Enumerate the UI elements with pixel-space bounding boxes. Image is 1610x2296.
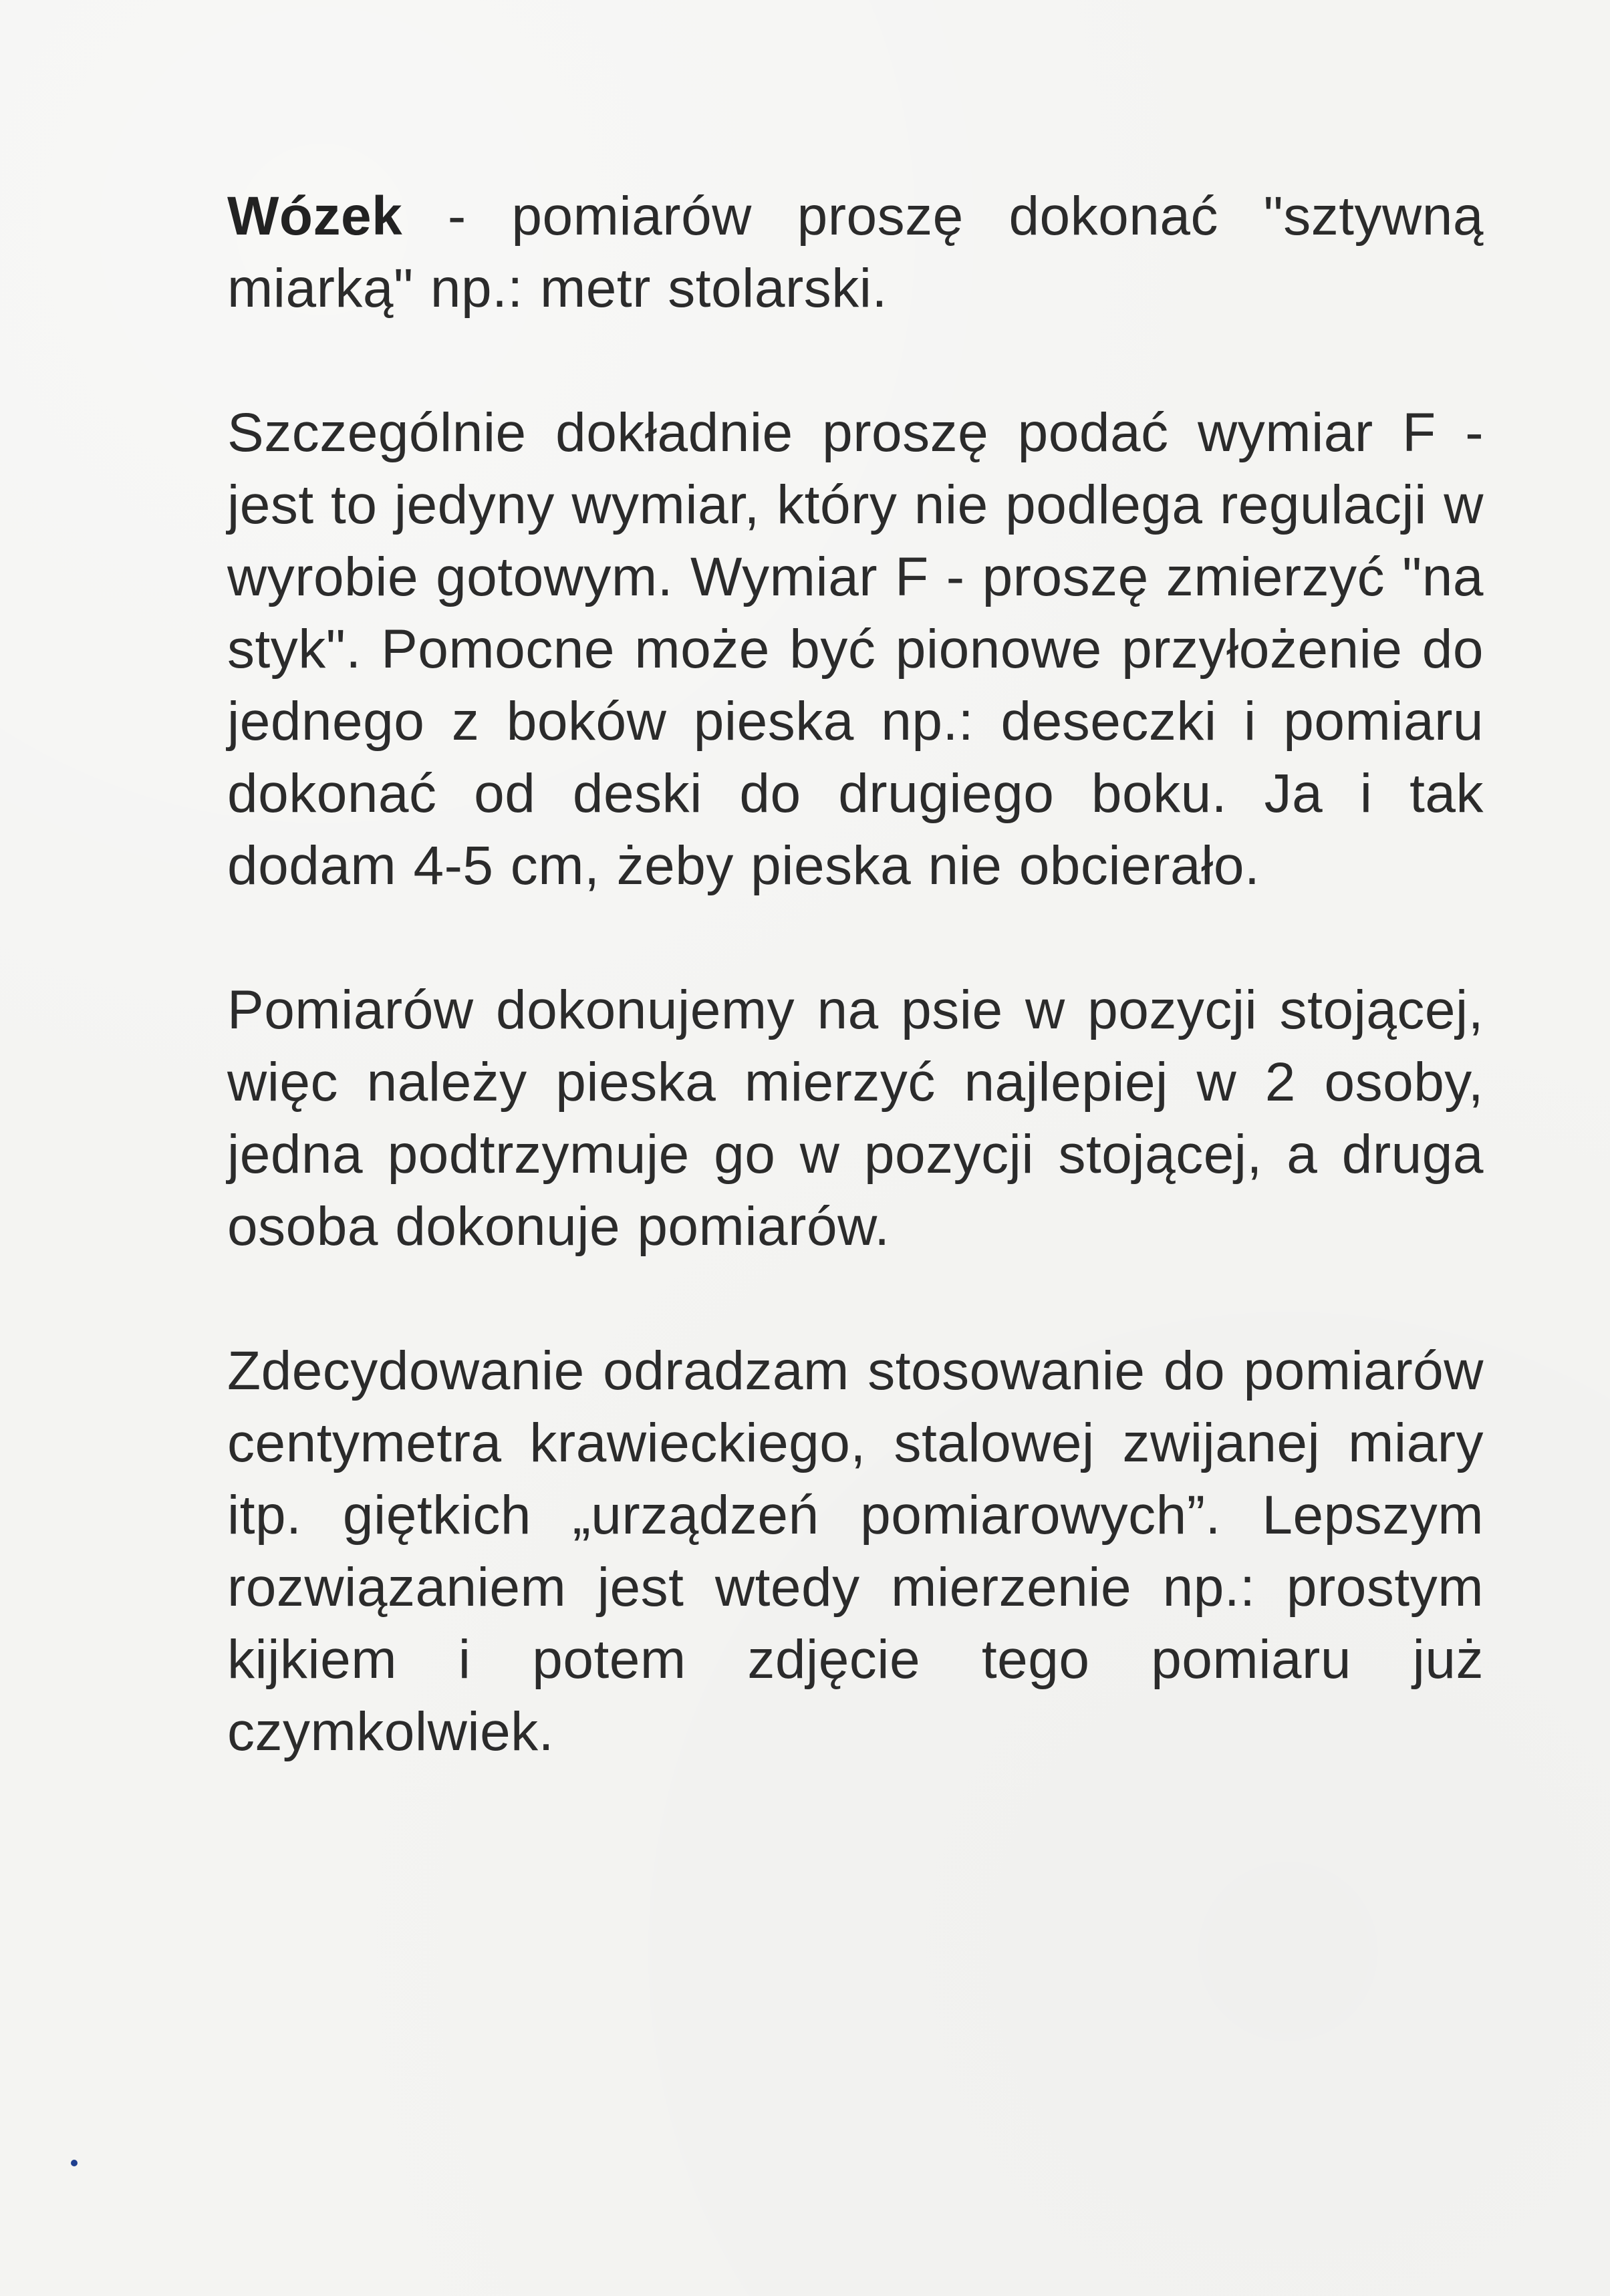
paragraph-lead: Wózek — [227, 186, 403, 247]
paragraph-odradzam — [227, 1335, 1484, 1768]
paragraph-text: Zdecydowanie odradzam stosowanie do pomiarów centymetra krawieckiego, stalowej zwijanej miary itp. giętkich „urządzeń pomiarowych”. Lepszym rozwiązaniem jest wtedy mierzenie np.: prostym kijkiem i potem zdjęcie tego pomiaru już czymkolwiek. — [227, 1340, 1484, 1762]
paragraph-text: Szczególnie dokładnie proszę podać wymiar F - jest to jedyny wymiar, który nie podlega regulacji w wyrobie gotowym. Wymiar F - proszę zmierzyć "na styk". Pomocne może być pionowe przyłożenie do jednego z boków pieska np.: deseczki i pomiaru dokonać od deski do drugiego boku. Ja i tak dodam 4-5 cm, żeby pieska nie obcierało. — [227, 402, 1484, 896]
scan-speck — [71, 2160, 78, 2166]
paragraph-wymiar-f — [227, 397, 1484, 902]
document-body — [227, 180, 1484, 1768]
paragraph-text: - pomiarów proszę dokonać "sztywną miarką" np.: metr stolarski. — [227, 186, 1484, 319]
paragraph-wozek — [227, 180, 1484, 325]
paragraph-pozycja — [227, 974, 1484, 1263]
paragraph-text: Pomiarów dokonujemy na psie w pozycji stojącej, więc należy pieska mierzyć najlepiej w 2 osoby, jedna podtrzymuje go w pozycji stojącej, a druga osoba dokonuje pomiarów. — [227, 980, 1484, 1257]
